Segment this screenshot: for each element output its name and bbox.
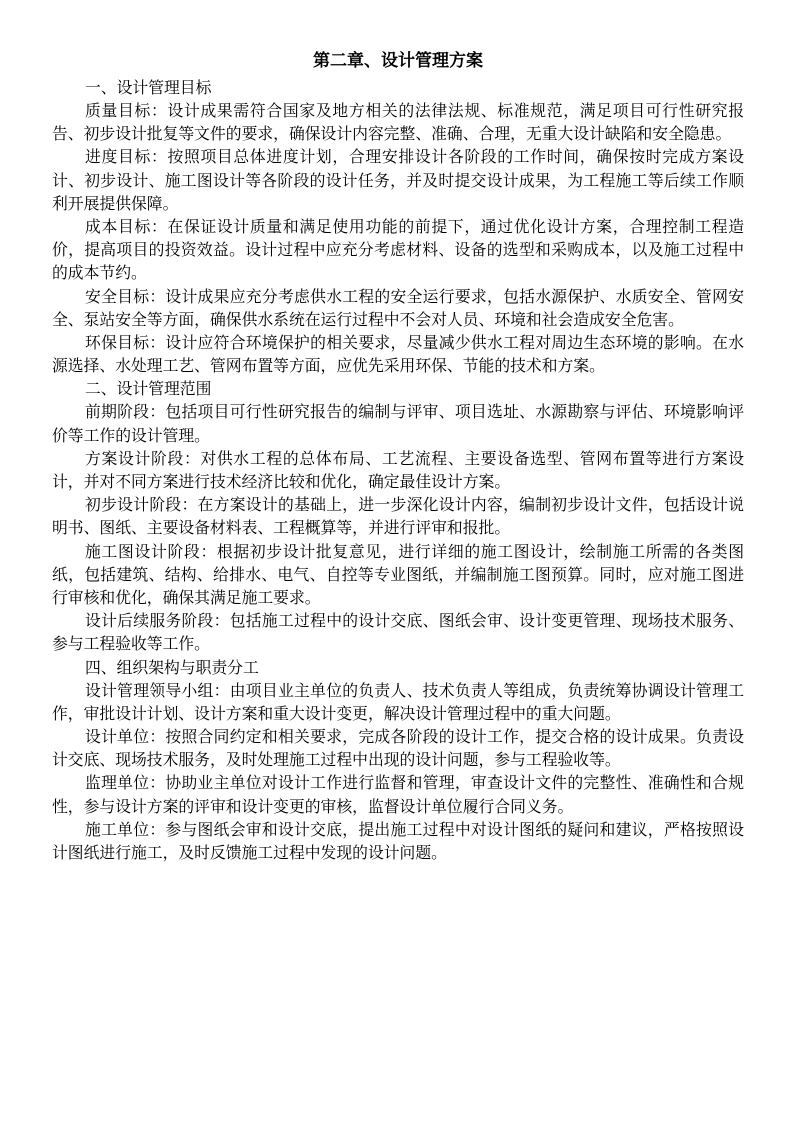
paragraph: 前期阶段：包括项目可行性研究报告的编制与评审、项目选址、水源勘察与评估、环境影响评价等工作的设计管理。 <box>52 402 744 445</box>
chapter-title: 第二章、设计管理方案 <box>313 51 483 71</box>
document-page <box>52 48 744 864</box>
paragraph: 质量目标：设计成果需符合国家及地方相关的法律法规、标准规范，满足项目可行性研究报告、初步设计批复等文件的要求，确保设计内容完整、准确、合理，无重大设计缺陷和安全隐患。 <box>52 101 744 144</box>
paragraph: 设计管理领导小组：由项目业主单位的负责人、技术负责人等组成，负责统筹协调设计管理工作，审批设计计划、设计方案和重大设计变更，解决设计管理过程中的重大问题。 <box>52 680 744 723</box>
paragraph: 施工图设计阶段：根据初步设计批复意见，进行详细的施工图设计，绘制施工所需的各类图纸，包括建筑、结构、给排水、电气、自控等专业图纸，并编制施工图预算。同时，应对施工图进行审核和优化，确保其满足施工要求。 <box>52 541 744 608</box>
paragraph: 设计后续服务阶段：包括施工过程中的设计交底、图纸会审、设计变更管理、现场技术服务、参与工程验收等工作。 <box>52 611 744 654</box>
paragraph: 安全目标：设计成果应充分考虑供水工程的安全运行要求，包括水源保护、水质安全、管网安全、泵站安全等方面，确保供水系统在运行过程中不会对人员、环境和社会造成安全危害。 <box>52 286 744 329</box>
section-heading: 二、设计管理范围 <box>85 379 212 399</box>
section-organization <box>52 656 744 865</box>
section-heading: 一、设计管理目标 <box>85 78 212 97</box>
paragraph: 设计单位：按照合同约定和相关要求，完成各阶段的设计工作，提交合格的设计成果。负责设计交底、现场技术服务，及时处理施工过程中出现的设计问题，参与工程验收等。 <box>52 727 744 770</box>
paragraph: 初步设计阶段：在方案设计的基础上，进一步深化设计内容，编制初步设计文件，包括设计说明书、图纸、主要设备材料表、工程概算等，并进行评审和报批。 <box>52 495 744 538</box>
paragraph: 环保目标：设计应符合环境保护的相关要求，尽量减少供水工程对周边生态环境的影响。在水源选择、水处理工艺、管网布置等方面，应优先采用环保、节能的技术和方案。 <box>52 333 744 376</box>
paragraph: 成本目标：在保证设计质量和满足使用功能的前提下，通过优化设计方案，合理控制工程造价，提高项目的投资效益。设计过程中应充分考虑材料、设备的选型和采购成本，以及施工过程中的成本节约。 <box>52 217 744 283</box>
section-heading: 四、组织架构与职责分工 <box>85 657 259 677</box>
paragraph: 监理单位：协助业主单位对设计工作进行监督和管理，审查设计文件的完整性、准确性和合规性，参与设计方案的评审和设计变更的审核，监督设计单位履行合同义务。 <box>52 773 744 816</box>
paragraph: 方案设计阶段：对供水工程的总体布局、工艺流程、主要设备选型、管网布置等进行方案设计，并对不同方案进行技术经济比较和优化，确定最佳设计方案。 <box>52 448 744 492</box>
paragraph: 进度目标：按照项目总体进度计划，合理安排设计各阶段的工作时间，确保按时完成方案设计、初步设计、施工图设计等各阶段的设计任务，并及时提交设计成果，为工程施工等后续工作顺利开展提供保障。 <box>52 147 744 213</box>
section-goals <box>52 76 744 377</box>
section-scope <box>52 377 744 655</box>
paragraph: 施工单位：参与图纸会审和设计交底，提出施工过程中对设计图纸的疑问和建议，严格按照设计图纸进行施工，及时反馈施工过程中发现的设计问题。 <box>52 819 744 863</box>
